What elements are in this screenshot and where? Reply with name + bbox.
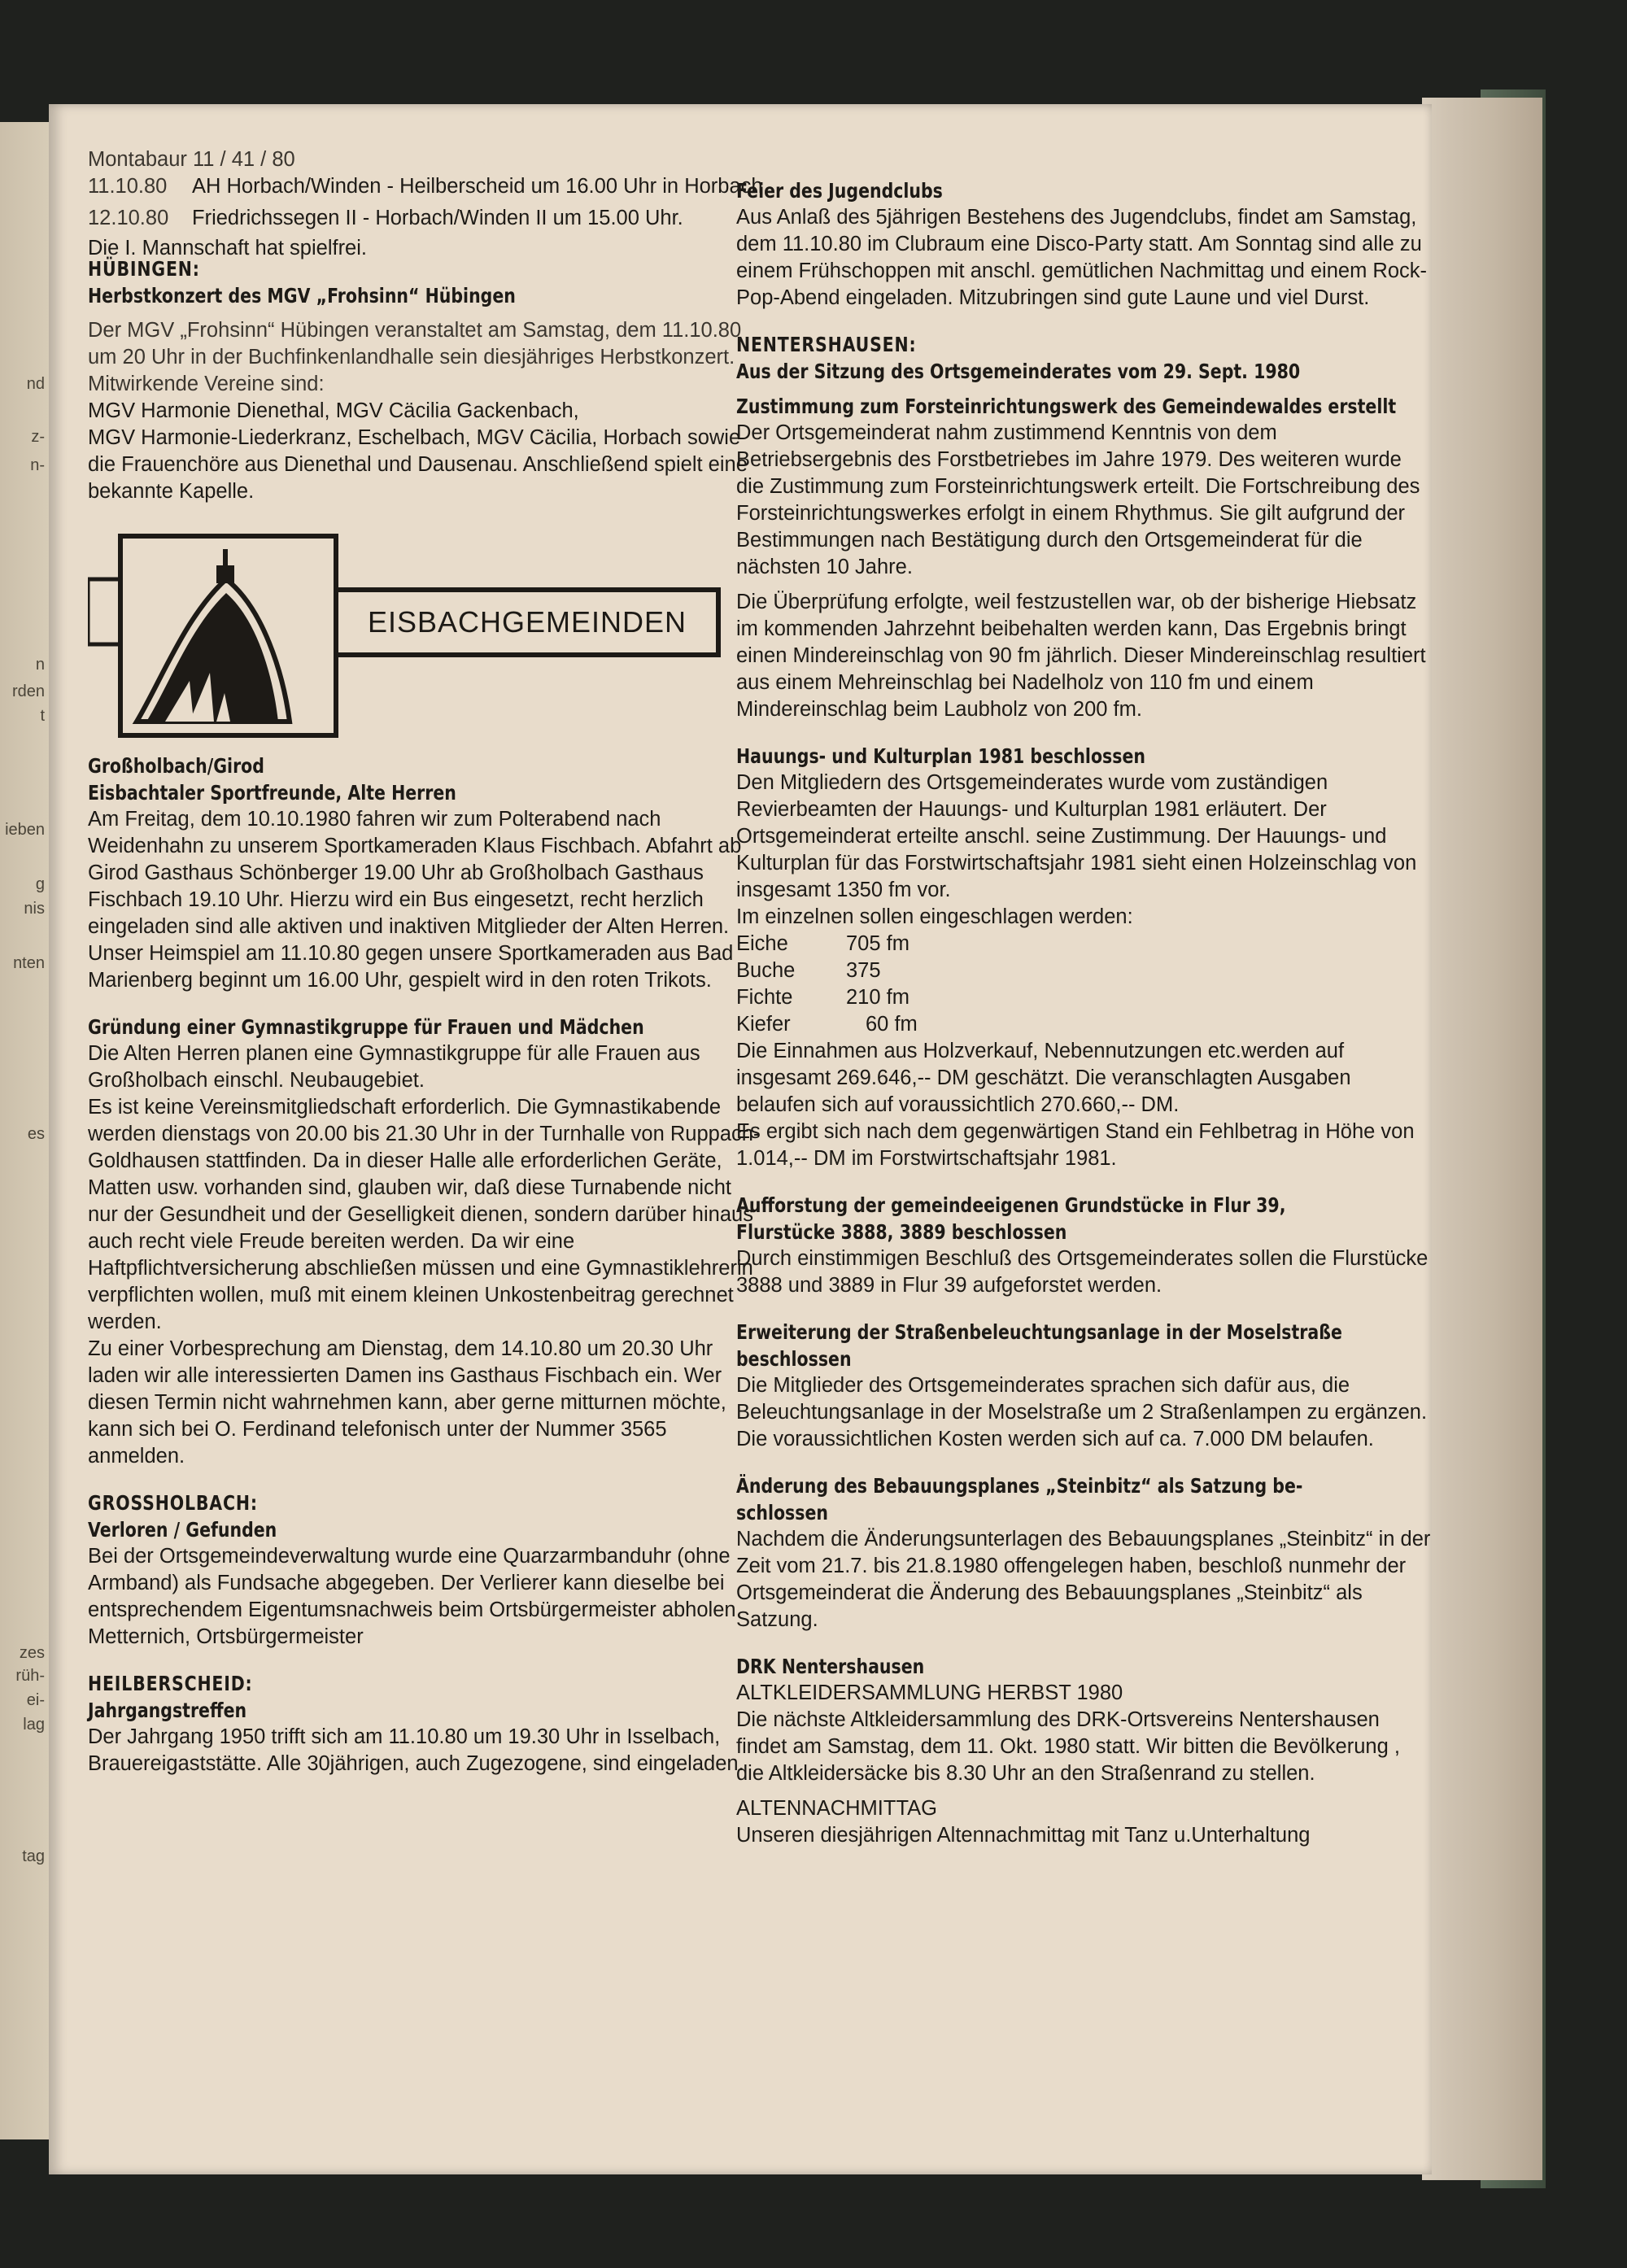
subsection-label: ALTKLEIDERSAMMLUNG HERBST 1980 [736, 1681, 1123, 1704]
paragraph: Die nächste Altkleidersammlung des DRK-Ortsvereins Nentershausen findet am Samstag, dem 11. Okt. 1980 statt. Wir bitten die Bevölkerung , die Altkleidersäcke bis 8.30 Uhr an den Straßenrand zu stellen. [736, 1708, 1400, 1785]
subsection-heading: schlossen [736, 1501, 828, 1524]
prev-page-fragment: ei- [26, 1691, 45, 1709]
wood-row [736, 957, 1432, 984]
prev-page-fragment: lag [23, 1716, 45, 1734]
paragraph: Die Überprüfung erfolgte, weil festzustellen war, ob der bisherige Hiebsatz im kommenden Jahrzehnt beibehalten werden kann, Das Ergebnis bringt einen Mindereinschlag von 90 fm jährlich. Dieser Mindereinschlag resultiert aus einem Mehreinschlag bei Nadelholz von 110 fm und einem Mindereinschlag beim Laubholz von 200 fm. [736, 591, 1426, 721]
wood-amount: 210 fm [846, 986, 909, 1009]
schedule-row [88, 205, 763, 232]
subsection-heading: Aufforstung der gemeindeeigenen Grundstücke in Flur 39, [736, 1193, 1286, 1217]
prev-page-fragment: nd [26, 375, 45, 393]
paragraph: Die Mitglieder des Ortsgemeinderates sprachen sich dafür aus, die Beleuchtungsanlage in der Moselstraße um 2 Straßenlampen zu ergänzen. Die voraussichtlichen Kosten werden sich auf ca. 7.000 DM belaufen. [736, 1374, 1428, 1450]
paragraph: Es ist keine Vereinsmitgliedschaft erforderlich. Die Gymnastikabende werden dienstags von 20.00 bis 21.30 Uhr in der Turnhalle von Ruppach-Goldhausen stattfinden. Da in dieser Halle alle erforderlichen Geräte, Matten usw. vorhanden sind, glauben wir, daß diese Turnabende nicht nur der Gesundheit und der Geselligkeit dienen, sondern darüber hinaus auch recht viele Freude bereiten werden. Da wir eine Haftpflichtversicherung abschließen müssen und eine Gymnastiklehrerin verpflichten wollen, muß mit einem kleinen Unkostenbeitrag gerechnet werden. [88, 1096, 761, 1333]
paragraph: Nachdem die Änderungsunterlagen des Bebauungsplanes „Steinbitz“ in der Zeit vom 21.7. bis 21.8.1980 offengelegen haben, beschloß nunmehr der Ortsgemeinderat die Änderung des Bebauungsplanes „Steinbitz“ als Satzung. [736, 1528, 1431, 1631]
prev-page-fragment: rüh- [15, 1667, 45, 1685]
banner-label: EISBACHGEMEINDEN [367, 605, 687, 639]
paragraph: Unseren diesjährigen Altennachmittag mit Tanz u.Unterhaltung [736, 1824, 1311, 1847]
schedule-date: 11.10.80 [88, 175, 168, 198]
paragraph: Den Mitgliedern des Ortsgemeinderates wurde vom zuständigen Revierbeamten der Hauungs- und Kulturplan 1981 erläutert. Der Ortsgemeinderat erteilte anschl. seine Zustimmung. Der Hauungs- und Kulturplan für das Forstwirtschaftsjahr 1981 sieht einen Holzeinschlag von insgesamt 1350 fm vor. [736, 771, 1417, 901]
section-heading: Gründung einer Gymnastikgruppe für Frauen und Mädchen [88, 1015, 644, 1039]
prev-page-fragment: ieben [5, 821, 45, 839]
section-heading: DRK Nentershausen [736, 1655, 925, 1678]
paragraph: Mitwirkende Vereine sind: [88, 373, 325, 395]
section-heading: Großholbach/Girod [88, 754, 264, 778]
paragraph: MGV Harmonie-Liederkranz, Eschelbach, MGV Cäcilia, Horbach sowie die Frauenchöre aus Dienethal und Dausenau. Anschließend spielt eine bekannte Kapelle. [88, 426, 748, 503]
subsection-heading: Hauungs- und Kulturplan 1981 beschlossen [736, 744, 1145, 768]
paragraph: Durch einstimmigen Beschluß des Ortsgemeinderates sollen die Flurstücke 3888 und 3889 in Flur 39 aufgeforstet werden. [736, 1247, 1429, 1297]
paragraph: Der Jahrgang 1950 trifft sich am 11.10.80 um 19.30 Uhr in Isselbach, Brauereigaststätte. Alle 30jährigen, auch Zugezogene, sind eingeladen. [88, 1725, 744, 1775]
paragraph: Am Freitag, dem 10.10.1980 fahren wir zum Polterabend nach Weidenhahn zu unserem Sportkameraden Klaus Fischbach. Abfahrt ab Girod Gasthaus Schönberger 19.00 Uhr ab Großholbach Gasthaus Fischbach 19.10 Uhr. Hierzu wird ein Bus eingesetzt, recht herzlich eingeladen sind alle aktiven und inaktiven Mitglieder der Alten Herren. [88, 808, 742, 938]
section-heading: Eisbachtaler Sportfreunde, Alte Herren [88, 781, 456, 805]
schedule-row [88, 173, 763, 200]
wood-row [736, 984, 1432, 1011]
section-town: HEILBERSCHEID: [88, 1672, 253, 1695]
paragraph: Der Ortsgemeinderat nahm zustimmend Kenntnis von dem Betriebsergebnis des Forstbetriebes im Jahre 1979. Des weiteren wurde die Zustimmung zum Forsteinrichtungswerk erteilt. Die Fortschreibung des Forsteinrichtungswerkes erfolgt in einem Rhythmus. Sie gilt aufgrund der Bestimmungen nach Bestätigung durch den Ortsgemeinderat für die nächsten 10 Jahre. [736, 421, 1420, 578]
eisbachgemeinden-banner [88, 518, 763, 739]
wood-amount: 375 [846, 959, 881, 982]
paragraph: Im einzelnen sollen eingeschlagen werden: [736, 905, 1133, 928]
section-town: GROSSHOLBACH: [88, 1491, 258, 1515]
wood-row [736, 931, 1432, 957]
page-stack-edge [1422, 98, 1542, 2180]
signature-line: Metternich, Ortsbürgermeister [88, 1625, 364, 1648]
subsection-heading: Änderung des Bebauungsplanes „Steinbitz“ als Satzung be- [736, 1474, 1303, 1498]
wood-type: Kiefer [736, 1013, 791, 1036]
prev-page-fragment: rden [11, 683, 45, 700]
previous-page-edge [0, 122, 49, 2139]
prev-page-fragment: n- [30, 456, 45, 474]
paragraph: Die Einnahmen aus Holzverkauf, Nebennutzungen etc.werden auf insgesamt 269.646,-- DM geschätzt. Die veranschlagten Ausgaben belaufen sich auf voraussichtlich 270.660,-- DM. [736, 1040, 1351, 1116]
wood-row [736, 1011, 1432, 1038]
section-heading: Herbstkonzert des MGV „Frohsinn“ Hübingen [88, 284, 516, 307]
subsection-heading: beschlossen [736, 1347, 852, 1371]
prev-page-fragment: nten [13, 954, 45, 972]
schedule-text: AH Horbach/Winden - Heilberscheid um 16.00 Uhr in Horbach [192, 175, 763, 198]
paragraph: Es ergibt sich nach dem gegenwärtigen Stand ein Fehlbetrag in Höhe von 1.014,-- DM im Forstwirtschaftsjahr 1981. [736, 1120, 1415, 1170]
prev-page-fragment: z- [31, 428, 45, 446]
wood-type: Eiche [736, 932, 788, 955]
prev-page-fragment: g [35, 875, 45, 893]
prev-page-fragment: tag [22, 1847, 45, 1865]
prev-page-fragment: t [40, 707, 45, 725]
paragraph: Die Alten Herren planen eine Gymnastikgruppe für alle Frauen aus Großholbach einschl. Neubaugebiet. [88, 1042, 700, 1092]
paragraph: MGV Harmonie Dienethal, MGV Cäcilia Gackenbach, [88, 399, 579, 422]
newsletter-page [49, 104, 1432, 2174]
page-header: Montabaur 11 / 41 / 80 [88, 148, 295, 171]
schedule-date: 12.10.80 [88, 207, 169, 229]
wood-amount: 60 fm [866, 1013, 918, 1036]
paragraph: Unser Heimspiel am 11.10.80 gegen unsere Sportkameraden aus Bad Marienberg beginnt um 16.00 Uhr, gespielt wird in den roten Trikots. [88, 942, 734, 992]
section-heading: Jahrgangstreffen [88, 1699, 247, 1722]
section-town: NENTERSHAUSEN: [736, 333, 917, 356]
prev-page-fragment: zes [19, 1644, 45, 1662]
subsection-heading: Flurstücke 3888, 3889 beschlossen [736, 1220, 1067, 1244]
paragraph: Zu einer Vorbesprechung am Dienstag, dem 14.10.80 um 20.30 Uhr laden wir alle interessierten Damen ins Gasthaus Fischbach ein. Wer diesen Termin nicht wahrnehmen kann, aber gerne mitturnen möchte, kann sich bei O. Ferdinand telefonisch unter der Nummer 3565 anmelden. [88, 1337, 726, 1468]
wood-type: Buche [736, 959, 796, 982]
wood-type: Fichte [736, 986, 793, 1009]
prev-page-fragment: n [35, 656, 45, 674]
subsection-heading: Erweiterung der Straßenbeleuchtungsanlage in der Moselstraße [736, 1320, 1342, 1344]
paragraph: Bei der Ortsgemeindeverwaltung wurde eine Quarzarmbanduhr (ohne Armband) als Fundsache abgegeben. Der Verlierer kann dieselbe bei entsprechendem Eigentumsnachweis beim Ortsbürgermeister abholen. [88, 1545, 742, 1621]
schedule-note: Die I. Mannschaft hat spielfrei. [88, 237, 367, 260]
section-town: HÜBINGEN: [88, 257, 200, 281]
section-heading: Verloren / Gefunden [88, 1518, 277, 1542]
prev-page-fragment: nis [24, 900, 45, 918]
section-heading: Aus der Sitzung des Ortsgemeinderates vom 29. Sept. 1980 [736, 360, 1301, 383]
subsection-heading: Zustimmung zum Forsteinrichtungswerk des Gemeindewaldes erstellt [736, 395, 1397, 418]
wood-amount: 705 fm [846, 932, 909, 955]
schedule-text: Friedrichssegen II - Horbach/Winden II um 15.00 Uhr. [192, 207, 683, 229]
subsection-label: ALTENNACHMITTAG [736, 1797, 937, 1820]
paragraph: Aus Anlaß des 5jährigen Bestehens des Jugendclubs, findet am Samstag, dem 11.10.80 im Clubraum eine Disco-Party statt. Am Sonntag sind alle zu einem Frühschoppen mit anschl. gemütlichen Nachmittag und einem Rock-Pop-Abend eingeladen. Mitzubringen sind gute Laune und viel Durst. [736, 206, 1427, 309]
paragraph: Der MGV „Frohsinn“ Hübingen veranstaltet am Samstag, dem 11.10.80 um 20 Uhr in der Buchfinkenlandhalle sein diesjähriges Herbstkonzert. [88, 319, 742, 369]
left-column [88, 146, 763, 1777]
section-heading: Feier des Jugendclubs [736, 179, 943, 203]
prev-page-fragment: es [27, 1125, 45, 1143]
right-column [736, 177, 1432, 1849]
